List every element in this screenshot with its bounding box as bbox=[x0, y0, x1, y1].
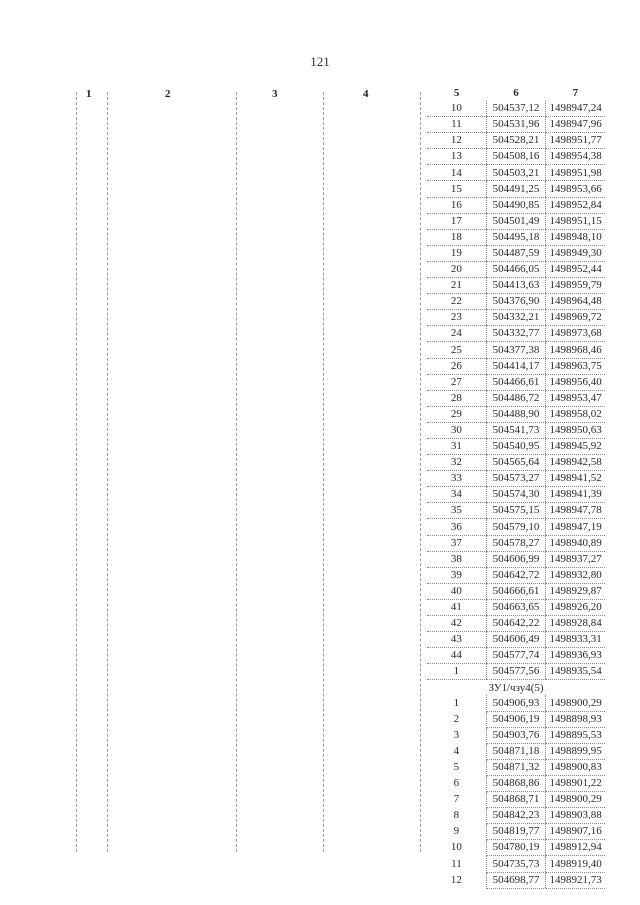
coordinate-y: 1498973,68 bbox=[546, 326, 605, 342]
coordinate-y: 1498928,84 bbox=[546, 616, 605, 632]
table-row bbox=[427, 519, 605, 535]
table-row bbox=[427, 632, 605, 648]
table-row bbox=[427, 422, 605, 438]
table-row bbox=[427, 342, 605, 358]
table-row bbox=[427, 261, 605, 277]
point-number: 38 bbox=[427, 551, 486, 567]
coordinate-x: 504906,93 bbox=[486, 695, 545, 711]
table-row bbox=[427, 551, 605, 567]
point-number: 24 bbox=[427, 326, 486, 342]
table-row bbox=[427, 406, 605, 422]
table-row bbox=[427, 711, 605, 727]
section-label-row bbox=[427, 680, 605, 696]
point-number: 26 bbox=[427, 358, 486, 374]
coordinate-x: 504578,27 bbox=[486, 535, 545, 551]
point-number: 3 bbox=[453, 728, 460, 741]
coordinate-x: 504577,56 bbox=[486, 664, 545, 680]
point-number: 10 bbox=[427, 101, 486, 117]
table-row bbox=[427, 840, 605, 856]
coordinate-x: 504537,12 bbox=[486, 101, 545, 117]
table-row bbox=[427, 278, 605, 294]
point-number: 44 bbox=[427, 648, 486, 664]
coordinate-y: 1498932,80 bbox=[546, 567, 605, 583]
coordinate-y: 1498959,79 bbox=[546, 278, 605, 294]
column-header-4: 4 bbox=[363, 88, 369, 100]
coordinate-x: 504487,59 bbox=[486, 245, 545, 261]
point-number: 20 bbox=[427, 261, 486, 277]
point-number: 31 bbox=[427, 438, 486, 454]
point-number: 29 bbox=[427, 406, 486, 422]
coordinate-x: 504903,76 bbox=[486, 727, 545, 743]
column-header-5: 5 bbox=[453, 87, 460, 100]
table-row bbox=[427, 664, 605, 680]
coordinate-y: 1498963,75 bbox=[546, 358, 605, 374]
table-row bbox=[427, 856, 605, 872]
point-number: 43 bbox=[427, 632, 486, 648]
coordinate-x: 504376,90 bbox=[486, 294, 545, 310]
section-label: ЗУ1/чзу4(5) bbox=[488, 681, 544, 694]
coordinate-y: 1498950,63 bbox=[546, 422, 605, 438]
table-row bbox=[427, 775, 605, 791]
coordinate-y: 1498964,48 bbox=[546, 294, 605, 310]
point-number: 30 bbox=[427, 422, 486, 438]
table-row bbox=[427, 616, 605, 632]
coordinate-x: 504735,73 bbox=[486, 856, 545, 872]
coordinate-y: 1498953,47 bbox=[546, 390, 605, 406]
point-number: 16 bbox=[427, 197, 486, 213]
column-divider bbox=[107, 92, 108, 852]
table-row bbox=[427, 455, 605, 471]
coordinate-x: 504466,61 bbox=[486, 374, 545, 390]
table-row bbox=[427, 648, 605, 664]
coordinate-x: 504541,73 bbox=[486, 422, 545, 438]
coordinate-y: 1498945,92 bbox=[546, 438, 605, 454]
coordinate-y: 1498951,98 bbox=[546, 165, 605, 181]
table-row bbox=[427, 133, 605, 149]
page-number: 121 bbox=[310, 54, 330, 69]
coordinate-y: 1498969,72 bbox=[546, 310, 605, 326]
coordinate-y: 1498900,83 bbox=[546, 759, 605, 775]
point-number: 33 bbox=[427, 471, 486, 487]
table-row bbox=[427, 438, 605, 454]
point-number: 25 bbox=[427, 342, 486, 358]
point-number: 10 bbox=[450, 841, 462, 854]
coordinate-y: 1498901,22 bbox=[546, 775, 605, 791]
coordinate-y: 1498907,16 bbox=[546, 824, 605, 840]
point-number: 42 bbox=[427, 616, 486, 632]
column-header-2: 2 bbox=[165, 88, 171, 100]
coordinate-x: 504565,64 bbox=[486, 455, 545, 471]
coordinate-x: 504780,19 bbox=[486, 840, 545, 856]
point-number: 36 bbox=[427, 519, 486, 535]
coordinate-y: 1498898,93 bbox=[546, 711, 605, 727]
coordinate-x: 504491,25 bbox=[486, 181, 545, 197]
column-header-1: 1 bbox=[86, 88, 92, 100]
coordinate-x: 504577,74 bbox=[486, 648, 545, 664]
point-number: 23 bbox=[427, 310, 486, 326]
coordinate-y: 1498948,10 bbox=[546, 229, 605, 245]
table-row bbox=[427, 358, 605, 374]
coordinate-y: 1498951,77 bbox=[546, 133, 605, 149]
coordinate-x: 504606,49 bbox=[486, 632, 545, 648]
point-number: 1 bbox=[453, 696, 460, 709]
coordinate-y: 1498912,94 bbox=[546, 840, 605, 856]
coordinate-x: 504666,61 bbox=[486, 583, 545, 599]
point-number: 28 bbox=[427, 390, 486, 406]
coordinate-x: 504573,27 bbox=[486, 471, 545, 487]
coordinate-y: 1498951,15 bbox=[546, 213, 605, 229]
point-number: 41 bbox=[427, 599, 486, 615]
coordinate-x: 504698,77 bbox=[486, 872, 545, 888]
coordinate-y: 1498940,89 bbox=[546, 535, 605, 551]
table-row bbox=[427, 149, 605, 165]
point-number: 17 bbox=[427, 213, 486, 229]
coordinate-y: 1498947,96 bbox=[546, 117, 605, 133]
coordinate-x: 504871,32 bbox=[486, 759, 545, 775]
table-row bbox=[427, 487, 605, 503]
point-number: 4 bbox=[453, 744, 460, 757]
point-number: 39 bbox=[427, 567, 486, 583]
coordinate-x: 504540,95 bbox=[486, 438, 545, 454]
coordinate-y: 1498933,31 bbox=[546, 632, 605, 648]
coordinate-y: 1498921,73 bbox=[546, 872, 605, 888]
table-row bbox=[427, 503, 605, 519]
table-row bbox=[427, 567, 605, 583]
coordinate-y: 1498954,38 bbox=[546, 149, 605, 165]
coordinate-y: 1498952,84 bbox=[546, 197, 605, 213]
point-number: 18 bbox=[427, 229, 486, 245]
point-number: 21 bbox=[427, 278, 486, 294]
coordinate-y: 1498952,44 bbox=[546, 261, 605, 277]
coordinate-x: 504332,77 bbox=[486, 326, 545, 342]
point-number: 12 bbox=[427, 133, 486, 149]
table-row bbox=[427, 310, 605, 326]
coordinate-x: 504332,21 bbox=[486, 310, 545, 326]
coordinate-x: 504495,18 bbox=[486, 229, 545, 245]
point-number: 15 bbox=[427, 181, 486, 197]
coordinate-x: 504575,15 bbox=[486, 503, 545, 519]
point-number: 37 bbox=[427, 535, 486, 551]
table-row bbox=[427, 390, 605, 406]
coordinate-x: 504871,18 bbox=[486, 743, 545, 759]
point-number: 13 bbox=[427, 149, 486, 165]
table-row bbox=[427, 792, 605, 808]
table-row bbox=[427, 695, 605, 711]
column-header-3: 3 bbox=[272, 88, 278, 100]
coordinate-x: 504642,72 bbox=[486, 567, 545, 583]
coordinates-table bbox=[427, 86, 605, 889]
coordinate-x: 504488,90 bbox=[486, 406, 545, 422]
point-number: 9 bbox=[453, 825, 460, 838]
column-divider bbox=[323, 92, 324, 852]
coordinate-x: 504906,19 bbox=[486, 711, 545, 727]
table-row bbox=[427, 872, 605, 888]
coordinate-y: 1498935,54 bbox=[546, 664, 605, 680]
coordinate-x: 504642,22 bbox=[486, 616, 545, 632]
table-row bbox=[427, 535, 605, 551]
column-header-7: 7 bbox=[572, 87, 579, 100]
coordinate-x: 504574,30 bbox=[486, 487, 545, 503]
coordinate-x: 504842,23 bbox=[486, 808, 545, 824]
table-row bbox=[427, 583, 605, 599]
point-number: 11 bbox=[451, 857, 462, 870]
coordinate-x: 504868,71 bbox=[486, 792, 545, 808]
coordinate-y: 1498929,87 bbox=[546, 583, 605, 599]
table-row bbox=[427, 824, 605, 840]
coordinate-x: 504663,65 bbox=[486, 599, 545, 615]
table-row bbox=[427, 197, 605, 213]
coordinate-y: 1498900,29 bbox=[546, 792, 605, 808]
point-number: 6 bbox=[453, 777, 460, 790]
table-row bbox=[427, 294, 605, 310]
table-row bbox=[427, 599, 605, 615]
column-divider bbox=[420, 92, 421, 852]
point-number: 35 bbox=[427, 503, 486, 519]
coordinate-y: 1498947,78 bbox=[546, 503, 605, 519]
coordinate-x: 504413,63 bbox=[486, 278, 545, 294]
coordinate-x: 504606,99 bbox=[486, 551, 545, 567]
coordinate-y: 1498947,19 bbox=[546, 519, 605, 535]
point-number: 32 bbox=[427, 455, 486, 471]
table-header-row bbox=[427, 86, 605, 101]
coordinate-x: 504490,85 bbox=[486, 197, 545, 213]
point-number: 1 bbox=[427, 664, 486, 680]
table-row bbox=[427, 245, 605, 261]
coordinate-y: 1498949,30 bbox=[546, 245, 605, 261]
coordinate-x: 504868,86 bbox=[486, 775, 545, 791]
point-number: 19 bbox=[427, 245, 486, 261]
coordinate-x: 504414,17 bbox=[486, 358, 545, 374]
table-row bbox=[427, 759, 605, 775]
column-header-6: 6 bbox=[513, 87, 519, 100]
table-row bbox=[427, 229, 605, 245]
coordinate-y: 1498926,20 bbox=[546, 599, 605, 615]
coordinates-body-a bbox=[427, 101, 605, 680]
coordinate-y: 1498942,58 bbox=[546, 455, 605, 471]
table-row bbox=[427, 471, 605, 487]
coordinate-x: 504466,05 bbox=[486, 261, 545, 277]
coordinate-x: 504528,21 bbox=[486, 133, 545, 149]
coordinate-x: 504531,96 bbox=[486, 117, 545, 133]
column-divider bbox=[236, 92, 237, 852]
coordinate-x: 504508,16 bbox=[486, 149, 545, 165]
coordinate-y: 1498958,02 bbox=[546, 406, 605, 422]
coordinate-y: 1498937,27 bbox=[546, 551, 605, 567]
point-number: 34 bbox=[427, 487, 486, 503]
coordinate-x: 504486,72 bbox=[486, 390, 545, 406]
coordinate-y: 1498953,66 bbox=[546, 181, 605, 197]
table-row bbox=[427, 374, 605, 390]
table-row bbox=[427, 326, 605, 342]
coordinate-x: 504579,10 bbox=[486, 519, 545, 535]
coordinate-y: 1498941,39 bbox=[546, 487, 605, 503]
point-number: 5 bbox=[453, 760, 460, 773]
coordinate-x: 504503,21 bbox=[486, 165, 545, 181]
coordinate-y: 1498936,93 bbox=[546, 648, 605, 664]
table-row bbox=[427, 181, 605, 197]
point-number: 8 bbox=[453, 809, 460, 822]
table-row bbox=[427, 165, 605, 181]
point-number: 14 bbox=[427, 165, 486, 181]
point-number: 2 bbox=[453, 712, 460, 725]
coordinate-y: 1498968,46 bbox=[546, 342, 605, 358]
coordinate-y: 1498919,40 bbox=[546, 856, 605, 872]
table-row bbox=[427, 727, 605, 743]
table-row bbox=[427, 743, 605, 759]
point-number: 12 bbox=[450, 873, 462, 886]
table-row bbox=[427, 117, 605, 133]
coordinate-x: 504377,38 bbox=[486, 342, 545, 358]
table-row bbox=[427, 808, 605, 824]
coordinate-y: 1498899,95 bbox=[546, 743, 605, 759]
point-number: 27 bbox=[427, 374, 486, 390]
coordinate-y: 1498900,29 bbox=[546, 695, 605, 711]
coordinate-y: 1498903,88 bbox=[546, 808, 605, 824]
coordinate-y: 1498956,40 bbox=[546, 374, 605, 390]
point-number: 22 bbox=[427, 294, 486, 310]
point-number: 11 bbox=[427, 117, 486, 133]
table-row bbox=[427, 213, 605, 229]
coordinates-body-b bbox=[427, 680, 605, 888]
column-divider bbox=[76, 92, 77, 852]
point-number: 7 bbox=[453, 793, 460, 806]
coordinate-x: 504819,77 bbox=[486, 824, 545, 840]
point-number: 40 bbox=[427, 583, 486, 599]
coordinate-y: 1498895,53 bbox=[546, 727, 605, 743]
coordinate-y: 1498947,24 bbox=[546, 101, 605, 117]
table-row bbox=[427, 101, 605, 117]
coordinate-x: 504501,49 bbox=[486, 213, 545, 229]
coordinate-y: 1498941,52 bbox=[546, 471, 605, 487]
